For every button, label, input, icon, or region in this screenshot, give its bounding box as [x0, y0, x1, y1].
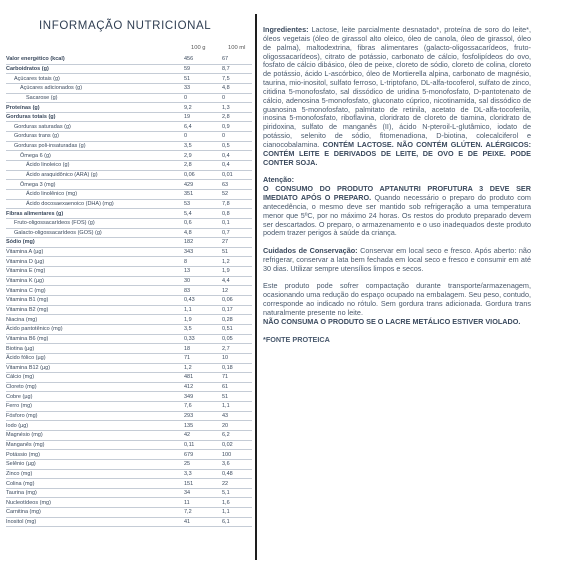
- value-100g: 3,5: [180, 141, 222, 151]
- value-100g: 13: [180, 267, 222, 277]
- nutrient-label: Magnésio (mg): [6, 430, 180, 440]
- attention-paragraph: [263, 176, 531, 238]
- value-100ml: 51: [222, 392, 252, 402]
- value-100ml: 1,6: [222, 498, 252, 508]
- nutrient-label: Gorduras saturadas (g): [6, 122, 180, 132]
- value-100ml: 100: [222, 450, 252, 460]
- nutrition-row: [6, 161, 252, 171]
- nutrition-row: [6, 209, 252, 219]
- value-100ml: 71: [222, 373, 252, 383]
- nutrient-label: Ômega 3 (mg): [6, 180, 180, 190]
- value-100ml: 0,48: [222, 469, 252, 479]
- column-divider: [255, 14, 257, 560]
- value-100ml: 0,28: [222, 315, 252, 325]
- nutrition-row: [6, 238, 252, 248]
- nutrient-label: Sacarose (g): [6, 93, 180, 103]
- nutrition-row: [6, 257, 252, 267]
- nutrient-label: Açúcares adicionados (g): [6, 83, 180, 93]
- value-100g: 5,4: [180, 209, 222, 219]
- value-100ml: 6,1: [222, 517, 252, 527]
- nutrient-label: Inositol (mg): [6, 517, 180, 527]
- value-100g: 412: [180, 382, 222, 392]
- nutrition-row: [6, 450, 252, 460]
- value-100g: 0,43: [180, 296, 222, 306]
- nutrition-row: [6, 363, 252, 373]
- value-100g: 0: [180, 132, 222, 142]
- value-100g: 41: [180, 517, 222, 527]
- value-100g: 33: [180, 83, 222, 93]
- value-100g: 456: [180, 55, 222, 64]
- value-100g: 7,6: [180, 402, 222, 412]
- nutrition-row: [6, 74, 252, 84]
- column-100ml: 100 ml: [228, 45, 246, 51]
- nutrition-table: [6, 55, 252, 527]
- nutrient-label: Sódio (mg): [6, 238, 180, 248]
- nutrient-label: Selênio (µg): [6, 459, 180, 469]
- nutrition-row: [6, 55, 252, 64]
- compaction-text: Este produto pode sofrer compactação durante transporte/armazenagem, ocasionando uma redução do espaço ocupado na embalagem. Seu peso, contudo, corresponde ao indicado no rótulo. Sem gordura trans adicionada. Gordura trans naturalmente presente no leite.: [263, 281, 531, 317]
- value-100g: 0,11: [180, 440, 222, 450]
- nutrient-label: Ácido linolênico (mg): [6, 189, 180, 199]
- value-100g: 51: [180, 74, 222, 84]
- value-100g: 71: [180, 353, 222, 363]
- value-100ml: 10: [222, 353, 252, 363]
- value-100g: 59: [180, 64, 222, 74]
- nutrition-row: [6, 276, 252, 286]
- value-100g: 293: [180, 411, 222, 421]
- nutrition-row: [6, 189, 252, 199]
- value-100ml: 6,2: [222, 430, 252, 440]
- nutrient-label: Cobre (µg): [6, 392, 180, 402]
- nutrition-row: [6, 122, 252, 132]
- nutrition-row: [6, 324, 252, 334]
- nutrition-row: [6, 83, 252, 93]
- value-100g: 679: [180, 450, 222, 460]
- value-100g: 481: [180, 373, 222, 383]
- value-100g: 2,9: [180, 151, 222, 161]
- value-100g: 343: [180, 247, 222, 257]
- value-100ml: 51: [222, 247, 252, 257]
- nutrient-label: Ferro (mg): [6, 402, 180, 412]
- value-100g: 135: [180, 421, 222, 431]
- value-100ml: 0,06: [222, 296, 252, 306]
- nutrition-row: [6, 517, 252, 527]
- value-100ml: 43: [222, 411, 252, 421]
- value-100ml: 1,3: [222, 103, 252, 113]
- nutrition-row: [6, 488, 252, 498]
- value-100g: 2,8: [180, 161, 222, 171]
- value-100ml: 0: [222, 93, 252, 103]
- allergen-text: CONTÉM LACTOSE. NÃO CONTÉM GLÚTEN. ALÉRGICOS: CONTÉM LEITE E DERIVADOS DE LEITE, DE OVO E DE PEIXE. PODE CONTER SOJA.: [263, 139, 531, 167]
- value-100ml: 67: [222, 55, 252, 64]
- value-100g: 0,6: [180, 218, 222, 228]
- nutrition-row: [6, 353, 252, 363]
- nutrition-row: [6, 315, 252, 325]
- nutrient-label: Fibras alimentares (g): [6, 209, 180, 219]
- nutrition-row: [6, 411, 252, 421]
- nutrition-row: [6, 296, 252, 306]
- value-100ml: 61: [222, 382, 252, 392]
- value-100ml: 0,9: [222, 122, 252, 132]
- nutrition-title: INFORMAÇÃO NUTRICIONAL: [39, 20, 212, 32]
- column-headers: [6, 43, 252, 55]
- nutrient-label: Carboidratos (g): [6, 64, 180, 74]
- value-100g: 19: [180, 112, 222, 122]
- nutrient-label: Vitamina K (µg): [6, 276, 180, 286]
- value-100ml: 20: [222, 421, 252, 431]
- nutrient-label: Iodo (µg): [6, 421, 180, 431]
- nutrition-row: [6, 286, 252, 296]
- nutrient-label: Vitamina E (mg): [6, 267, 180, 277]
- value-100ml: 0,18: [222, 363, 252, 373]
- nutrition-row: [6, 508, 252, 518]
- nutrition-row: [6, 479, 252, 489]
- nutrition-row: [6, 267, 252, 277]
- nutrition-row: [6, 421, 252, 431]
- value-100ml: 4,4: [222, 276, 252, 286]
- value-100ml: 2,8: [222, 112, 252, 122]
- value-100g: 7,2: [180, 508, 222, 518]
- nutrition-row: [6, 112, 252, 122]
- value-100ml: 0,17: [222, 305, 252, 315]
- nutrient-label: Fruto-oligossacarídeos (FOS) (g): [6, 218, 180, 228]
- nutrient-label: Valor energético (kcal): [6, 55, 180, 64]
- nutrition-row: [6, 373, 252, 383]
- value-100ml: 3,6: [222, 459, 252, 469]
- nutrient-label: Ácido linoleico (g): [6, 161, 180, 171]
- nutrient-label: Vitamina C (mg): [6, 286, 180, 296]
- label-text-panel: [263, 26, 531, 344]
- nutrition-row: [6, 430, 252, 440]
- value-100g: 18: [180, 344, 222, 354]
- nutrient-label: Vitamina B6 (mg): [6, 334, 180, 344]
- nutrition-row: [6, 132, 252, 142]
- attention-warning: O CONSUMO DO PRODUTO APTANUTRI PROFUTURA 3 DEVE SER IMEDIATO APÓS O PREPARO.: [263, 184, 531, 203]
- value-100g: 25: [180, 459, 222, 469]
- value-100g: 4,8: [180, 228, 222, 238]
- nutrient-label: Ácido araquidônico (ARA) (g): [6, 170, 180, 180]
- value-100g: 42: [180, 430, 222, 440]
- value-100ml: 4,8: [222, 83, 252, 93]
- nutrient-label: Vitamina D (µg): [6, 257, 180, 267]
- nutrition-row: [6, 305, 252, 315]
- value-100ml: 12: [222, 286, 252, 296]
- value-100g: 30: [180, 276, 222, 286]
- value-100g: 1,9: [180, 315, 222, 325]
- value-100g: 1,1: [180, 305, 222, 315]
- value-100g: 53: [180, 199, 222, 209]
- value-100g: 1,2: [180, 363, 222, 373]
- nutrient-label: Ácido pantotênico (mg): [6, 324, 180, 334]
- nutrition-row: [6, 218, 252, 228]
- nutrient-label: Taurina (mg): [6, 488, 180, 498]
- nutrient-label: Galacto-oligossacarídeos (GOS) (g): [6, 228, 180, 238]
- value-100ml: 27: [222, 238, 252, 248]
- nutrition-row: [6, 103, 252, 113]
- value-100ml: 0,05: [222, 334, 252, 344]
- nutrient-label: Niacina (mg): [6, 315, 180, 325]
- nutrition-row: [6, 459, 252, 469]
- compaction-paragraph: [263, 282, 531, 326]
- nutrition-row: [6, 402, 252, 412]
- nutrition-row: [6, 180, 252, 190]
- nutrient-label: Nucleotídeos (mg): [6, 498, 180, 508]
- nutrient-label: Manganês (mg): [6, 440, 180, 450]
- nutrition-row: [6, 228, 252, 238]
- nutrient-label: Proteínas (g): [6, 103, 180, 113]
- nutrition-row: [6, 469, 252, 479]
- conservation-text: Conservar em local seco e fresco. Após aberto: não refrigerar, conservar a lata bem fechada em local seco e fresco e consumir em até 30 dias. Utilizar sempre utensílios limpos e secos.: [263, 246, 532, 273]
- nutrition-row: [6, 93, 252, 103]
- value-100ml: 0: [222, 132, 252, 142]
- value-100ml: 0,8: [222, 209, 252, 219]
- value-100ml: 0,5: [222, 141, 252, 151]
- nutrition-row: [6, 141, 252, 151]
- nutrition-row: [6, 334, 252, 344]
- value-100ml: 0,7: [222, 228, 252, 238]
- nutrient-label: Potássio (mg): [6, 450, 180, 460]
- nutrition-panel: [6, 0, 252, 527]
- value-100ml: 0,01: [222, 170, 252, 180]
- nutrition-row: [6, 382, 252, 392]
- value-100ml: 5,1: [222, 488, 252, 498]
- value-100ml: 0,02: [222, 440, 252, 450]
- nutrient-label: Cloreto (mg): [6, 382, 180, 392]
- value-100g: 6,4: [180, 122, 222, 132]
- value-100ml: 63: [222, 180, 252, 190]
- value-100ml: 1,1: [222, 508, 252, 518]
- value-100ml: 1,2: [222, 257, 252, 267]
- nutrient-label: Zinco (mg): [6, 469, 180, 479]
- nutrition-row: [6, 344, 252, 354]
- footnote: *FONTE PROTEICA: [263, 334, 330, 344]
- nutrient-label: Ácido docosaexaenoico (DHA) (mg): [6, 199, 180, 209]
- nutrition-row: [6, 151, 252, 161]
- seal-warning: NÃO CONSUMA O PRODUTO SE O LACRE METÁLICO ESTIVER VIOLADO.: [263, 316, 521, 326]
- nutrition-row: [6, 170, 252, 180]
- nutrient-label: Colina (mg): [6, 479, 180, 489]
- nutrition-row: [6, 247, 252, 257]
- value-100g: 8: [180, 257, 222, 267]
- value-100ml: 7,8: [222, 199, 252, 209]
- nutrition-row: [6, 440, 252, 450]
- value-100g: 11: [180, 498, 222, 508]
- value-100ml: 0,51: [222, 324, 252, 334]
- value-100ml: 2,7: [222, 344, 252, 354]
- value-100ml: 1,9: [222, 267, 252, 277]
- value-100g: 3,3: [180, 469, 222, 479]
- value-100g: 349: [180, 392, 222, 402]
- ingredients-label: Ingredientes:: [263, 25, 309, 34]
- nutrient-label: Ômega 6 (g): [6, 151, 180, 161]
- conservation-paragraph: [263, 247, 531, 274]
- value-100ml: 52: [222, 189, 252, 199]
- value-100g: 182: [180, 238, 222, 248]
- nutrient-label: Cálcio (mg): [6, 373, 180, 383]
- value-100g: 9,2: [180, 103, 222, 113]
- nutrient-label: Açúcares totais (g): [6, 74, 180, 84]
- nutrient-label: Vitamina B2 (mg): [6, 305, 180, 315]
- conservation-label: Cuidados de Conservação:: [263, 246, 358, 256]
- value-100g: 34: [180, 488, 222, 498]
- nutrition-row: [6, 64, 252, 74]
- nutrient-label: Vitamina B1 (mg): [6, 296, 180, 306]
- ingredients-paragraph: [263, 26, 531, 168]
- nutrition-row: [6, 498, 252, 508]
- nutrient-label: Biotina (µg): [6, 344, 180, 354]
- ingredients-text: Lactose, leite parcialmente desnatado*, proteína de soro do leite*, óleos vegetais (óleo de girassol alto oleico, óleo de canola, óleo de girassol, óleo de palma), maltodextrina, fibras alimentares (galacto-oligossacarídeos, fruto-oligossacarídeos), citrato de potássio, carbonato de cálcio, fosfolipídeos do ovo, fosfato de cálcio dibásico, óleo de peixe, cloreto de sódio, cloreto de colina, cloreto de potássio, ácido L-ascórbico, óleo de Mortierella alpina, carbonato de magnésio, taurina, mio-inositol, sulfato ferroso, L-triptofano, DL-alfa-tocoferol, sulfato de zinco, citidina 5-monofosfato, sal dissódico de uridina 5-monofosfato, D-pantotenato de cálcio, adenosina 5-monofosfato, gluconato cúprico, nicotinamida, sal dissódico de guanosina 5-monofosfato, palmitato de retinila, acetato de DL-alfa-tocoferila, inosina 5-monofosfato, riboflavina, cloridrato de cloreto de tiamina, cloridrato de piridoxina, sulfato de manganês (II), ácido N-pteroil-L-glutâmico, iodato de potássio, selenito de sódio, fitomenadiona, D-biotina, colecalciferol e cianocobalamina.: [263, 25, 531, 149]
- nutrient-label: Gorduras totais (g): [6, 112, 180, 122]
- value-100g: 429: [180, 180, 222, 190]
- nutrient-label: Vitamina A (µg): [6, 247, 180, 257]
- value-100ml: 7,5: [222, 74, 252, 84]
- nutrient-label: Gorduras trans (g): [6, 132, 180, 142]
- value-100ml: 0,1: [222, 218, 252, 228]
- value-100ml: 0,4: [222, 161, 252, 171]
- nutrient-label: Vitamina B12 (µg): [6, 363, 180, 373]
- nutrient-label: Ácido fólico (µg): [6, 353, 180, 363]
- value-100g: 351: [180, 189, 222, 199]
- value-100ml: 1,1: [222, 402, 252, 412]
- value-100ml: 22: [222, 479, 252, 489]
- value-100g: 0: [180, 93, 222, 103]
- value-100g: 0,06: [180, 170, 222, 180]
- value-100ml: 0,4: [222, 151, 252, 161]
- nutrient-label: Carnitina (mg): [6, 508, 180, 518]
- value-100g: 83: [180, 286, 222, 296]
- attention-text: Quando necessário o preparo do produto com antecedência, o mesmo deve ser mantido sob refrigeração a uma temperatura menor que 5ºC, por no máximo 24 horas. Os restos do produto preparado devem ser descartados. O preparo, o armazenamento e o uso inadequados deste produto podem trazer perigos à saúde da criança.: [263, 193, 531, 238]
- nutrition-row: [6, 392, 252, 402]
- value-100ml: 8,7: [222, 64, 252, 74]
- nutrition-row: [6, 199, 252, 209]
- attention-label: Atenção:: [263, 175, 295, 185]
- value-100g: 151: [180, 479, 222, 489]
- nutrient-label: Gorduras poli-insaturadas (g): [6, 141, 180, 151]
- value-100g: 0,33: [180, 334, 222, 344]
- value-100g: 3,5: [180, 324, 222, 334]
- nutrient-label: Fósforo (mg): [6, 411, 180, 421]
- column-100g: 100 g: [191, 45, 206, 51]
